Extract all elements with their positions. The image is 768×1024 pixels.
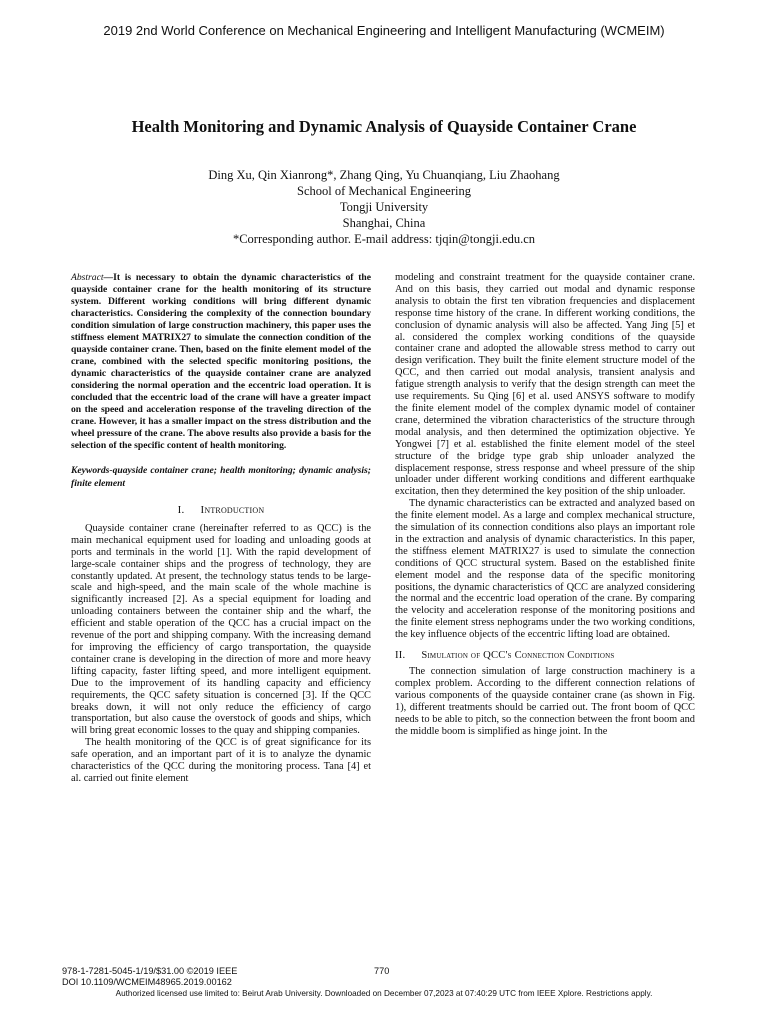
footer-doi: DOI 10.1109/WCMEIM48965.2019.00162 <box>62 976 232 987</box>
author-list: Ding Xu, Qin Xianrong*, Zhang Qing, Yu Chuanqiang, Liu Zhaohang <box>208 168 560 182</box>
section-2-heading <box>395 650 695 662</box>
section-1-title: Introduction <box>200 504 265 516</box>
license-notice: Authorized licensed use limited to: Beirut Arab University. Downloaded on December 07,2023 at 07:40:29 UTC from IEEE Xplore. Restrictions apply. <box>115 989 653 998</box>
keywords: Keywords-quayside container crane; health monitoring; dynamic analysis; finite element <box>71 465 371 489</box>
right-column <box>395 272 695 737</box>
section-1-heading <box>71 505 371 517</box>
paper-title: Health Monitoring and Dynamic Analysis of Quayside Container Crane <box>131 117 637 136</box>
footer-ids <box>62 966 237 987</box>
abstract-text: —It is necessary to obtain the dynamic characteristics of the quayside container crane for the health monitoring of its structure system. Different working conditions will bring different dynamic characteristics. Considering the complexity of the connection boundary condition simulation of large construction machinery, this paper uses the stiffness element MATRIX27 to simulate the connection condition of the quayside container crane. Then, based on the finite element model of the crane, combined with the selected specific monitoring positions, the dynamic characteristics of the quayside container crane are analyzed considering the normal operation and the eccentric load operation. It is concluded that the eccentric load of the crane will have a greater impact on the speed and acceleration response of the traveling direction of the crane. However, it has a smaller impact on the stress distribution and the wheel pressure of the crane. The above results also provide a basis for the selection of the specific content of health monitoring. <box>71 272 371 451</box>
affiliation-university: Tongji University <box>339 200 429 214</box>
left-column <box>71 272 371 785</box>
abstract-label: Abstract <box>71 272 104 283</box>
page-number: 770 <box>374 966 390 976</box>
intro-paragraph-2: The health monitoring of the QCC is of great significance for its safe operation, and an important part of it is to analyze the dynamic characteristics of the QCC during the monitoring process. Tana [4] et al. carried out finite element <box>71 737 371 784</box>
footer-isbn: 978-1-7281-5045-1/19/$31.00 ©2019 IEEE <box>62 966 238 976</box>
section-2-paragraph-1: The connection simulation of large construction machinery is a complex problem. According to the different connection relations of various components of the quayside container crane (as shown in Fig. 1), different treatments should be carried out. The front boom of QCC needs to be able to pitch, so the connection between the front boom and the middle boom is simplified as hinge joint. In the <box>395 666 695 737</box>
affiliation-school: School of Mechanical Engineering <box>297 184 471 198</box>
conference-header: 2019 2nd World Conference on Mechanical Engineering and Intelligent Manufacturing (WCMEIM) <box>103 23 665 38</box>
section-2-number: II. <box>395 650 406 662</box>
author-block <box>0 167 768 247</box>
corresponding-author: *Corresponding author. E-mail address: tjqin@tongji.edu.cn <box>232 232 536 246</box>
intro-paragraph-1: Quayside container crane (hereinafter referred to as QCC) is the main mechanical equipment used for loading and unloading goods at ports and terminals in the world [1]. With the rapid development of large-scale container ships and the progress of technology, they are constantly updated. At present, the technology status tends to be large-scale and high-speed, and the main scale of the whole machine is significantly increased [2]. As a special equipment for loading and unloading containers between the container ship and the wharf, the efficient and stable operation of the QCC has a crucial impact on the revenue of the port and shipping company. With the increasing demand for improving the efficiency of cargo transportation, the quayside container crane is developing in the direction of more and more heavy lifting capacity, faster lifting speed, and more intelligent equipment. Due to the improvement of its handling capacity and efficiency requirements, the QCC safety situation is concerned [3]. If the QCC breaks down, it will not only reduce the efficiency of cargo transportation, but also cause the overstock of goods and ships, which will bring great economic losses to the quay and shipping companies. <box>71 522 371 737</box>
affiliation-location: Shanghai, China <box>342 216 426 230</box>
abstract <box>71 272 371 452</box>
section-1-number: I. <box>177 504 185 516</box>
intro-paragraph-3: modeling and constraint treatment for the quayside container crane. And on this basis, they carried out modal and dynamic response analysis to obtain the first ten vibration frequencies and displacement response time history of the crane. In different working conditions, the conclusion of dynamic analysis will also be affected. Yang Jing [5] et al. considered the complex working conditions of the quayside container crane and adopted the allowable stress method to carry out design verification. They built the finite element structure model of the QCC, and then carried out modal analysis, transient analysis and fatigue strength analysis to verify that the design strength can meet the use requirements. Su Qing [6] et al. used ANSYS software to modify the finite element model of the complex dynamic model of container crane, determined the vibration characteristics of the structure through modal analysis, and then determined the optimization objective. Ye Yongwei [7] et al. established the finite element model of the steel structure of the bridge type grab ship unloader analyzed the displacement response, stress response and wheel pressure of the ship unloader under different working conditions and different earthquake excitation, then they determined the key position of the ship unloader. <box>395 272 695 498</box>
intro-paragraph-4: The dynamic characteristics can be extracted and analyzed based on the finite element model. As a large and complex mechanical structure, the simulation of its connection conditions also plays an important role in the extraction and analysis of dynamic characteristics. In this paper, the stiffness element MATRIX27 is used to simulate the connection conditions of QCC structural system. Based on the established finite element model and the response data of the specific monitoring positions, the dynamic characteristics of QCC are analyzed considering the normal and the eccentric load operation of the crane. By comparing the velocity and acceleration response of the monitoring positions and the finite element stress nephograms under the two working conditions, the key influence objects of the eccentric lifting load are obtained. <box>395 498 695 641</box>
section-2-title: Simulation of QCC's Connection Conditions <box>421 650 615 662</box>
